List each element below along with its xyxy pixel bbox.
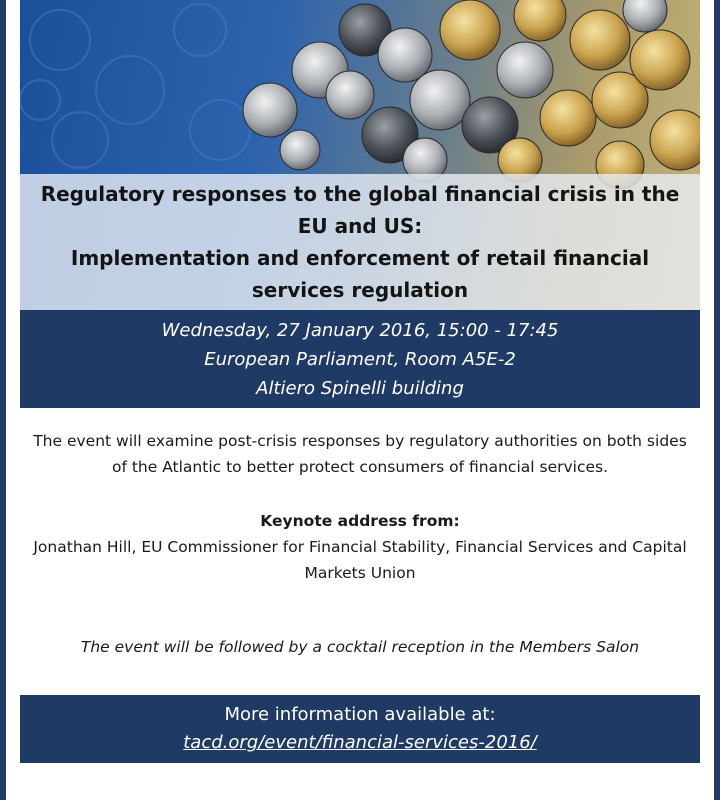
more-info-label: More information available at: <box>224 704 496 725</box>
event-title-band <box>20 174 700 310</box>
event-venue: European Parliament, Room A5E-2 <box>204 348 516 370</box>
right-border <box>714 0 720 800</box>
event-title-line-1: Regulatory responses to the global financial crisis in the EU and US: <box>40 182 680 238</box>
event-datetime: Wednesday, 27 January 2016, 15:00 - 17:45 <box>161 319 559 341</box>
event-building: Altiero Spinelli building <box>256 377 464 399</box>
reception-note: The event will be followed by a cocktail reception in the Members Salon <box>80 638 640 656</box>
more-info-band <box>20 695 700 763</box>
event-details-band <box>20 310 700 408</box>
more-info-link[interactable]: tacd.org/event/financial-services-2016/ <box>183 732 537 753</box>
keynote-speaker: Jonathan Hill, EU Commissioner for Financial Stability, Financial Services and Capital Markets Union <box>33 538 687 582</box>
event-title-line-2: Implementation and enforcement of retail financial services regulation <box>70 246 650 302</box>
event-description: The event will examine post-crisis responses by regulatory authorities on both sides of the Atlantic to better protect consumers of financial services. <box>33 432 687 476</box>
keynote-section <box>30 508 690 586</box>
left-border <box>0 0 6 800</box>
keynote-heading: Keynote address from: <box>260 512 460 530</box>
